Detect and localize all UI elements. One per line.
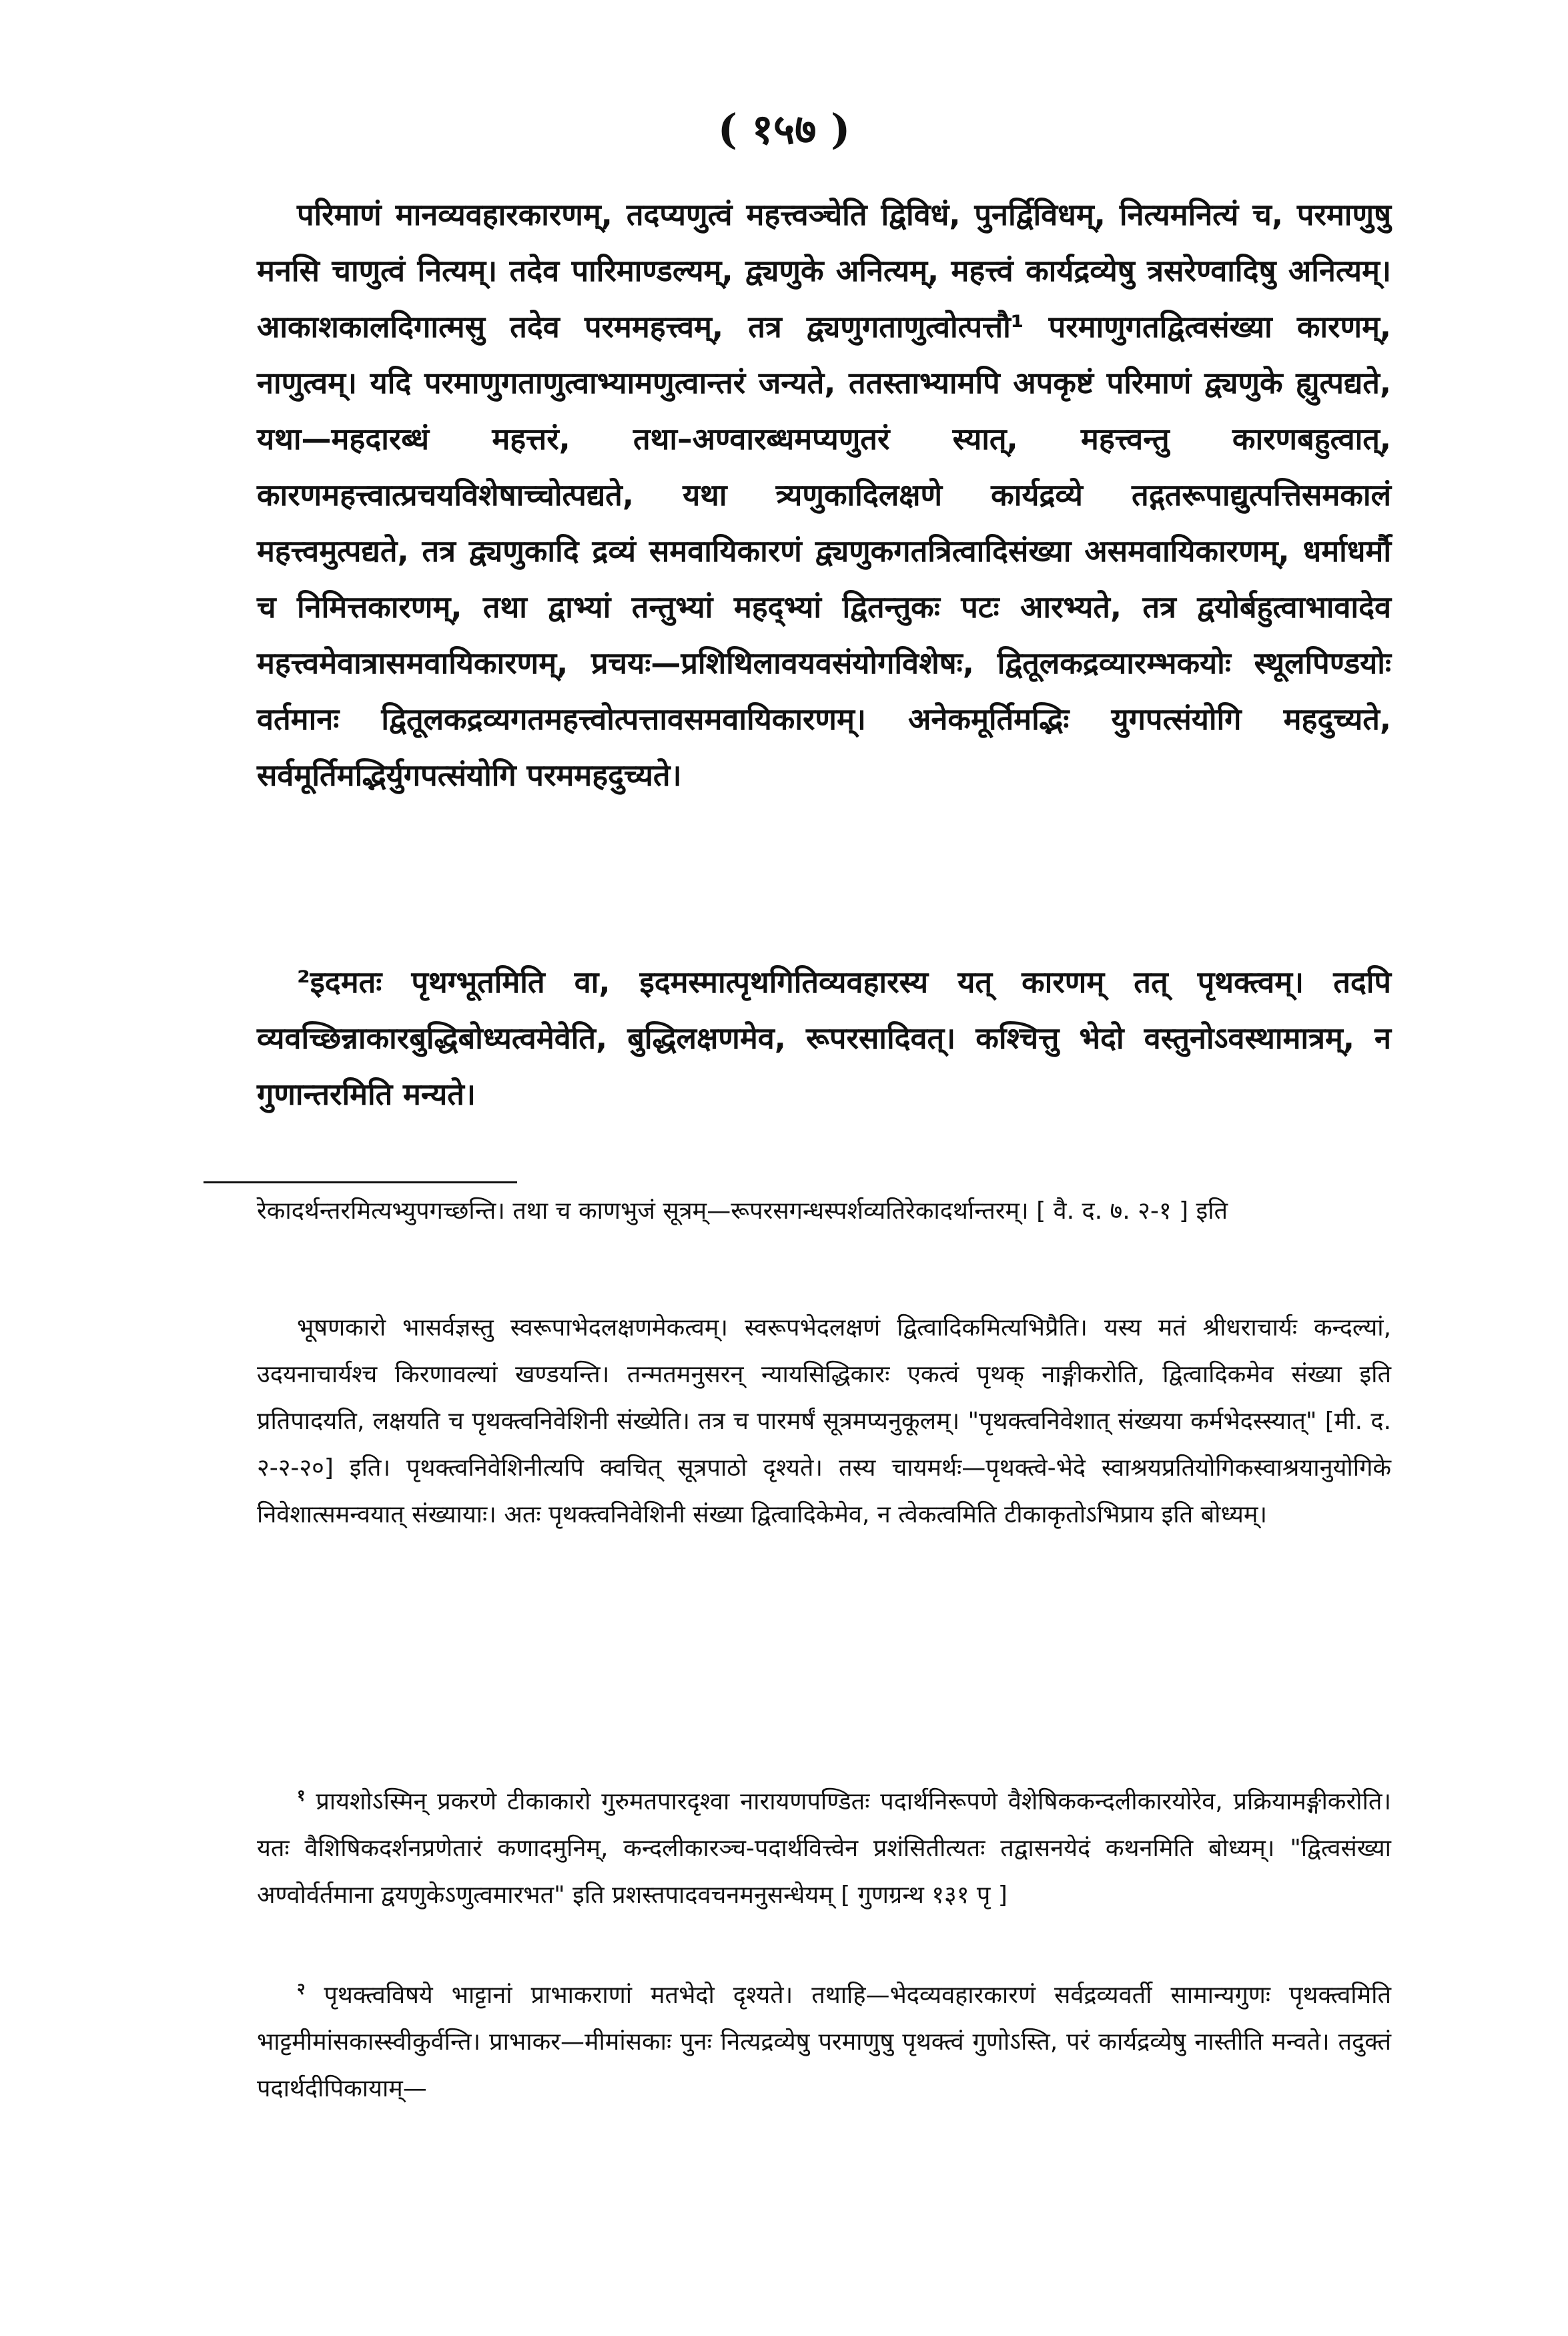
footnote-separator — [204, 1181, 517, 1183]
main-paragraph-parimana: परिमाणं मानव्यवहारकारणम्, तदप्यणुत्वं महत्त्वञ्चेति द्विविधं, पुनर्द्विविधम्, नित्यमनित्यं च, परमाणुषु मनसि चाणुत्वं नित्यम्। तदेव पारिमाण्डल्यम्, द्व्यणुके अनित्यम्, महत्त्वं कार्यद्रव्येषु त्रसरेण्वादिषु अनित्यम्। आकाशकालदिगात्मसु तदेव परममहत्त्वम्, तत्र द्व्यणुगताणुत्वोत्पत्तौ¹ परमाणुगतद्वित्वसंख्या कारणम्, नाणुत्वम्। यदि परमाणुगताणुत्वाभ्यामणुत्वान्तरं जन्यते, ततस्ताभ्यामपि अपकृष्टं परिमाणं द्व्यणुके ह्युत्पद्यते, यथा—महदारब्धं महत्तरं, तथा–अण्वारब्धमप्यणुतरं स्यात्, महत्त्वन्तु कारणबहुत्वात्, कारणमहत्त्वात्प्रचयविशेषाच्चोत्पद्यते, यथा त्र्यणुकादिलक्षणे कार्यद्रव्ये तद्गतरूपाद्युत्पत्तिसमकालं महत्त्वमुत्पद्यते, तत्र द्व्यणुकादि द्रव्यं समवायिकारणं द्व्यणुकगतत्रित्वादिसंख्या असमवायिकारणम्, धर्माधर्मौ च निमित्तकारणम्, तथा द्वाभ्यां तन्तुभ्यां महद्भ्यां द्वितन्तुकः पटः आरभ्यते, तत्र द्वयोर्बहुत्वाभावादेव महत्त्वमेवात्रासमवायिकारणम्, प्रचयः—प्रशिथिलावयवसंयोगविशेषः, द्वितूलकद्रव्यारम्भकयोः स्थूलपिण्डयोः वर्तमानः द्वितूलकद्रव्यगतमहत्त्वोत्पत्तावसमवायिकारणम्। अनेकमूर्तिमद्भिः युगपत्संयोगि महदुच्यते, सर्वमूर्तिमद्भिर्युगपत्संयोगि परममहदुच्यते। — [257, 197, 1391, 793]
note-continuation: रेकादर्थन्तरमित्यभ्युपगच्छन्ति। तथा च काणभुजं सूत्रम्—रूपरसगन्धस्पर्शव्यतिरेकादर्थान्तरम्। [ वै. द. ७. २-१ ] इति — [257, 1197, 1228, 1225]
footnote-2 — [257, 1972, 1391, 2112]
footnote-2-text: पृथक्त्वविषये भाट्टानां प्राभाकराणां मतभेदो दृश्यते। तथाहि—भेदव्यवहारकारणं सर्वद्रव्यवर्ती सामान्यगुणः पृथक्त्वमिति भाट्टमीमांसकास्स्वीकुर्वन्ति। प्राभाकर—मीमांसकाः पुनः नित्यद्रव्येषु परमाणुषु पृथक्त्वं गुणोऽस्ति, परं कार्यद्रव्येषु नास्तीति मन्वते। तदुक्तं पदार्थदीपिकायाम्— — [257, 1982, 1391, 2102]
main-paragraph-prithaktva: ²इदमतः पृथग्भूतमिति वा, इदमस्मात्पृथगितिव्यवहारस्य यत् कारणम् तत् पृथक्त्वम्। तदपि व्यवच्छिन्नाकारबुद्धिबोध्यत्वमेवेति, बुद्धिलक्षणमेव, रूपरसादिवत्। कश्चित्तु भेदो वस्तुनोऽवस्थामात्रम्, न गुणान्तरमिति मन्यते। — [257, 964, 1391, 1112]
footnote-1-marker: १ — [297, 1786, 306, 1805]
footnote-1 — [257, 1779, 1391, 1919]
page-number: ( १५७ ) — [717, 105, 851, 154]
footnote-1-text: प्रायशोऽस्मिन् प्रकरणे टीकाकारो गुरुमतपारदृश्वा नारायणपण्डितः पदार्थनिरूपणे वैशेषिककन्दलीकारयोरेव, प्रक्रियामङ्गीकरोति। यतः वैशिषिकदर्शनप्रणेतारं कणादमुनिम्, कन्दलीकारञ्च-पदार्थवित्त्वेन प्रशंसितीत्यतः तद्वासनयेदं कथनमिति बोध्यम्। "द्वित्वसंख्या अण्वोर्वर्तमाना द्वयणुकेऽणुत्वमारभत" इति प्रशस्तपादवचनमनुसन्धेयम् [ गुणग्रन्थ १३१ पृ ] — [257, 1788, 1391, 1909]
footnote-2-marker: २ — [297, 1980, 306, 1998]
note-bhushana: भूषणकारो भासर्वज्ञस्तु स्वरूपाभेदलक्षणमेकत्वम्। स्वरूपभेदलक्षणं द्वित्वादिकमित्यभिप्रैति। यस्य मतं श्रीधराचार्यः कन्दल्यां, उदयनाचार्यश्च किरणावल्यां खण्डयन्ति। तन्मतमनुसरन् न्यायसिद्धिकारः एकत्वं पृथक् नाङ्गीकरोति, द्वित्वादिकमेव संख्या इति प्रतिपादयति, लक्षयति च पृथक्त्वनिवेशिनी संख्येति। तत्र च पारमर्षं सूत्रमप्यनुकूलम्। "पृथक्त्वनिवेशात् संख्यया कर्मभेदस्स्यात्" [मी. द. २-२-२०] इति। पृथक्त्वनिवेशिनीत्यपि क्वचित् सूत्रपाठो दृश्यते। तस्य चायमर्थः—पृथक्त्वे-भेदे स्वाश्रयप्रतियोगिकस्वाश्रयानुयोगिके निवेशात्समन्वयात् संख्यायाः। अतः पृथक्त्वनिवेशिनी संख्या द्वित्वादिकेमेव, न त्वेकत्वमिति टीकाकृतोऽभिप्राय इति बोध्यम्। — [257, 1314, 1391, 1528]
